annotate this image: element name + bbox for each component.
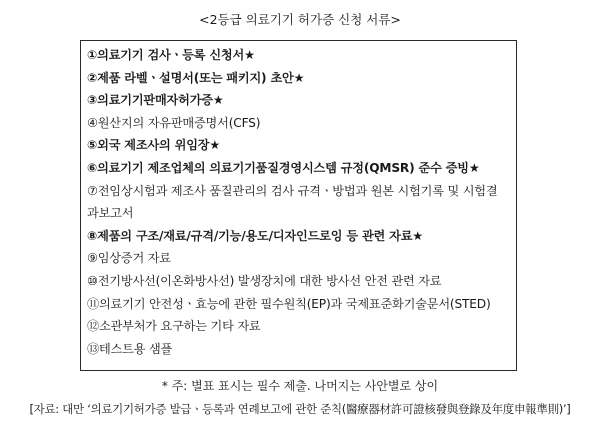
list-item-1: ①의료기기 검사ㆍ등록 신청서★: [87, 48, 255, 62]
footnote: * 주: 별표 표시는 필수 제출. 나머지는 사안별로 상이: [161, 379, 439, 393]
list-item-13: ⑬테스트용 샘플: [87, 341, 173, 356]
document-list-box: [80, 40, 517, 371]
list-item-7: ⑦전임상시험과 제조사 품질관리의 검사 규격ㆍ방법과 원본 시험기록 및 시험결과보고서: [87, 183, 498, 221]
list-item-10: ⑩전기방사선(이온화방사선) 발생장치에 대한 방사선 안전 관련 자료: [87, 273, 442, 288]
list-item-12: ⑫소관부처가 요구하는 기타 자료: [87, 319, 261, 334]
source-citation: [자료: 대만 ‘의료기기허가증 발급ㆍ등록과 연례보고에 관한 준칙(醫療器材許可證核發與登錄及年度申報準則)’]: [29, 402, 571, 416]
list-item-3: ③의료기기판매자허가증★: [87, 93, 224, 108]
list-item-2: ②제품 라벨ㆍ설명서(또는 패키지) 초안★: [87, 70, 305, 85]
list-item-9: ⑨임상증거 자료: [87, 251, 171, 266]
list-item-4: ④원산지의 자유판매증명서(CFS): [87, 115, 261, 130]
list-item-5: ⑤외국 제조사의 위임장★: [87, 138, 221, 153]
list-item-6: ⑥의료기기 제조업체의 의료기기품질경영시스템 규정(QMSR) 준수 증빙★: [87, 160, 480, 175]
list-item-8: ⑧제품의 구조/재료/규격/기능/용도/디자인드로잉 등 관련 자료★: [87, 228, 424, 243]
list-item-11: ⑪의료기기 안전성ㆍ효능에 관한 필수원칙(EP)과 국제표준화기술문서(STED): [87, 296, 491, 311]
document-title: <2등급 의료기기 허가증 신청 서류>: [199, 12, 401, 27]
